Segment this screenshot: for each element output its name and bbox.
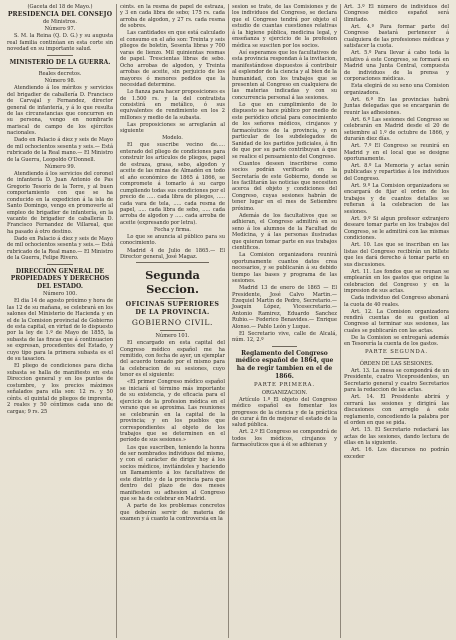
- paragraph: Art. 9.º La Comision organizadora se encargará de fijar el orden de los trabajos y de cuantos detalles se refieran á la celebracion de las sesiones.: [343, 182, 449, 215]
- paragraph: Art. 4.º Para formar parte del Congreso bastará pertenecer á cualquiera de las profesiones médicas y satisfacer la cuota.: [343, 23, 449, 50]
- paragraph: Art. 14. El Presidente abrirá y cerrará las sesiones y dirigirá las discusiones con arreglo á este reglamento, concediendo la palabra por el orden en que se pida.: [343, 394, 449, 427]
- paragraph: Art. 2.º El Congreso se compondrá de todos los médicos, cirujanos y farmacéuticos que á él se adhieran y: [231, 429, 337, 449]
- column-layout: [4, 4, 452, 638]
- offices-heading: OFICINAS SUPERIORES DE LA PROVINCIA.: [125, 301, 220, 317]
- paragraph: Art. 8.º La Memoria y actas serán publicadas y repartidas á los individuos del Congreso.: [343, 163, 449, 182]
- heading: Reglamento del Congreso médico español de 1864, que ha de regir tambien en el de 1866.: [235, 349, 334, 380]
- centered-caption: de Ministros.: [42, 19, 78, 26]
- paragraph: Art. 9.º Si algun profesor extranjero deseare tomar parte en los trabajos del Congreso, se le admitirá con las mismas condiciones.: [343, 215, 449, 242]
- paragraph: Art. 6.º Las sesiones del Congreso se celebrarán en Madrid desde el 20 de setiembre al 1.º de octubre de 1866, y durarán diez días.: [343, 116, 449, 143]
- paragraph: Atendiendo á los méritos y servicios del brigadier de caballería D. Francisco de Carvajal y Fernandez, director general de infantería, y á lo que resulta de las circunstancias que concurren en su persona, vengo en nombrarle mariscal de campo de los ejércitos nacionales.: [7, 85, 113, 137]
- paragraph: Art. 5.º Para llevar á cabo toda la relativo á este Congreso, se formará en Madrid una Junta Central, compuesta de individuos de la prensa y corporaciones médicas.: [343, 50, 449, 83]
- paragraph: Art. 3.º El número de individuos del Congreso médico español será ilimitado.: [343, 4, 449, 23]
- paragraph: Cada individuo del Congreso abonará la cuota de 40 reales.: [343, 295, 449, 308]
- paragraph: Lo que en cumplimiento de lo dispuesto se hace público por medio de este periódico oficial para conocimiento de los señores médicos, cirujanos y farmacéuticos de la provincia, y en particular de los subdelegados de Sanidad de los partidos judiciales, á fin de que por su parte contribuyan á que se realice el pensamiento del Congreso.: [231, 101, 337, 160]
- section-divider: [47, 264, 73, 265]
- office-heading: GOBIERNO CIVIL.: [131, 318, 214, 328]
- paragraph: S. M. la Reina (Q. D. G.) y su augusta real familia continúan en esta corte sin novedad en su importante salud.: [7, 33, 113, 53]
- paragraph: Madrid 4 de Julio de 1865.— El Director general, José Magaz.: [119, 247, 225, 260]
- part-heading: PARTE SEGUNDA.: [364, 349, 429, 356]
- section-divider: [384, 358, 409, 359]
- section-divider: [47, 55, 73, 56]
- paragraph: El Secretario vive, calle de Alcalá, núm. 12, 2.º: [231, 330, 337, 344]
- centered-caption: Número 98.: [44, 78, 76, 85]
- paragraph: Los que suscriben, teniendo la honra de ser nombrados individuos del mismo, y con el carácter de dirigir hoy á los socios médicos, invitándoles y haciendo un llamamiento á los facultativos de este distrito y de la provincia para que dentro del plazo de dos meses manifiesten su adhesion al Congreso que se ha de celebrar en Madrid.: [119, 444, 225, 503]
- centered-caption: Número 99.: [44, 163, 76, 170]
- part-heading: PARTE PRIMERA.: [254, 381, 315, 388]
- section-heading: Segunda Seccion.: [145, 268, 200, 297]
- section-divider: [160, 330, 185, 331]
- paragraph: Art. 6.º En las provincias habrá Juntas delegadas que se encargarán de reunir las adhesiones.: [343, 96, 449, 116]
- paragraph: Art. 11. Los fondos que se reunan se emplearán en los gastos que origine la celebracion del Congreso y en la impresion de sus actas.: [343, 268, 449, 295]
- paragraph: Art. 7.º El Congreso se reunirá en Madrid y en el local que se designe oportunamente.: [343, 143, 449, 162]
- paragraph: Art. 15. El Secretario redactará las actas de las sesiones, dando lectura de ellas en la siguiente.: [343, 427, 449, 447]
- presidency-heading: PRESIDENCIA DEL CONSEJO: [7, 11, 113, 19]
- column-4: [340, 4, 452, 638]
- paragraph: Lo fianza para hacer proposiciones es de 1.500 rs. y la del contratista consistirá en metálico, ó sus equivalentes de rendimiento en los 2 millones y medio de la subasta.: [119, 89, 225, 121]
- paragraph: El que suscribe vecino de..... enterado del pliego de condiciones para construir los artículos de pliegos, papel de estraza, grasa, sebo, algodon y aceite de las minas de Almadén en todo el año económico de 1865 á 1866, se compromete á tomarlo á su cargo cumpliendo todas sus condiciones por el precio de ..... cada libra de pliegos, ..... cada vara de tela, ..... cada resma de papel, ..... cada libra de sebo, ..... cada arroba de algodon y ..... cada arroba de aceite (expresando por letra).: [119, 142, 225, 226]
- paragraph: Artículo 1.º El objeto del Congreso médico español es fomentar los progresos de la ciencia y de la práctica de curar á fin de mejorar el estado de la salud pública.: [231, 396, 337, 429]
- centered-caption: Reales decretos.: [38, 71, 82, 78]
- heading: MINISTERIO DE LA GUERRA.: [9, 58, 111, 66]
- column-3: [228, 4, 340, 638]
- paragraph: cénts. en la resma de papel de estraza, y 3 en cada libra de sebo; 175 rs. cada arroba de algodon, y 27 rs. cada resma de sobres.: [119, 4, 225, 30]
- centered-caption: (Gaceta del 18 de Mayo.): [27, 4, 93, 10]
- centered-caption: Número 100.: [42, 291, 78, 298]
- paragraph: La Comision organizadora reunirá oportunamente cuantos datos crea necesarios, y se publicarán á su debido tiempo las bases y programa de las sesiones.: [231, 252, 337, 284]
- centered-caption: Número 101.: [155, 333, 190, 340]
- centered-caption: ÓRDEN DE LAS SESIONES.: [359, 360, 434, 367]
- section-divider: [47, 68, 73, 69]
- section-divider: [160, 298, 185, 299]
- section-divider: [272, 346, 297, 347]
- centered-caption: Fecha y firma.: [154, 226, 191, 233]
- paragraph: Las proposiciones se arreglarán al siguiente: [119, 121, 225, 135]
- paragraph: Atendiendo á los servicios del coronel de infantería D. Juan Antonio de Pas Gregorio Tesorío de la Torre, y al buen comportamiento con que se ha conducido en la expedicion á la isla de Santo Domingo, vengo en promoverle al empleo de brigadier de infantería, en la vacante de brigadier de caballería D. Francisco Fernandez de Villareal, que ha pasado á otro destino.: [7, 170, 113, 235]
- paragraph: Madrid 13 de enero de 1865 — El Presidente, José Calvo Martin.— Ezequiel Martin de Pedro, Secretario.— Joaquín López, Vicesecretario.— Antonio Ramirez, Eduardo Sanchez Rubio.— Federico Benavides.— Enrique Alonso.— Pablo León y Luque.: [231, 285, 337, 330]
- paragraph: Dado en Palacio á diez y seis de Mayo de mil ochocientos sesenta y seis.— Está rubricado de la Real mano.— El Ministro de la Guerra, Felipe Rivero.: [7, 235, 113, 262]
- paragraph: Esta elegirá de su seno una Comision organizadora.: [343, 83, 449, 96]
- paragraph: sesion se trate, de las Comisiones y de los individuos del Congreso, se declara que el Congreso tendrá por objeto el estudio de cuantas cuestiones relativas á la higiene pública, medicina legal, y enseñanza y ejercicio de la profesion médica se susciten por los socios.: [231, 4, 337, 49]
- paragraph: Cuantos deseen inscribirse como socios podrán verificarlo en la Secretaría de este Gobierno, donde se les facilitarán las noticias que necesiten acerca del objeto y condiciones del Congreso, cuyas sesiones habrán de tener lugar en el mes de Setiembre próximo.: [231, 160, 337, 212]
- paragraph: Lo que se anuncia al público para su conocimiento.: [119, 234, 225, 247]
- paragraph: El pliego de condiciones para dicha subasta se halla de manifiesto en esta Direccion general y en los puntos de costumbre, y los precios máximos señalados para ella son: 12 rs. y 50 cénts. el quintal de pliegos de imprenta, 2 reales y 50 céntimos cada uno de cargas; 9 rs. 25: [7, 363, 113, 415]
- centered-caption: Modelo.: [162, 135, 183, 142]
- heading: DIRECCION GENERAL DE PROPIEDADES Y DERECHOS DEL ESTADO.: [10, 267, 110, 290]
- paragraph: Las cantidades en que está calculado el consumo en el año son: Treinta y seis pliegos de boletin, Sesenta libras y 700 varas de lienzo. Mil quinientas resmas de papel. Trescientas libras de sebo. Ocho arrobas de algodon, y Treinta arrobas de aceite, sin perjuicio de los mayores ó menores pedidos que la necesidad determine.: [119, 30, 225, 89]
- paragraph: Dado en Palacio á diez y seis de Mayo de mil ochocientos sesenta y seis.— Está rubricado de la Real mano.— El Ministro de la Guerra, Leopoldo O'Donnell.: [7, 137, 113, 163]
- paragraph: Art. 10. Los que se inscriban en las listas del Congreso recibirán un billete que les dará derecho á tomar parte en sus discusiones.: [343, 242, 449, 268]
- paragraph: «El primer Congreso médico español se iniciará el término más importante de su existencia, y de eficacia para el ejercicio de la profesion médica en el verano que se aproxima. Las reuniones se celebrarán en la capital de la provincia; y en los pueblos que correspondientes al objeto de los trabajos que se determinen en el período de sus sesiones.»: [119, 379, 225, 444]
- paragraph: A parte de los problemas concretos que deberán servir de materia de examen y á cuanto la controversia en la: [119, 503, 225, 523]
- paragraph: Art. 13. La mesa se compondrá de un Presidente, cuatro Vicepresidentes, un Secretario general y cuatro Secretarios para la redaccion de las actas.: [343, 367, 449, 394]
- paragraph: De la Comision se entregará además en Tesorería la cuenta de los gastos.: [343, 334, 449, 348]
- paragraph: El dia 14 de agosto próximo y hora de las 12 de su mañana, se celebrará en los salones del Ministerio de Hacienda y en el de la Comision provincial de Gobierno de esta capital, en virtud de lo dispuesto por la ley de 1.º de Mayo de 1855, la subasta de las fincas que á continuacion se expresan, procedentes del Estado, y cuyo tipo para la primera subasta es el de su tasacion.: [7, 298, 113, 363]
- centered-caption: ORGANIZACION.: [261, 389, 308, 396]
- section-divider: [136, 262, 209, 263]
- paragraph: Art. 12. La Comision organizadora rendirá cuentas de su gestion al Congreso al terminar sus sesiones, las cuales se publicarán con las actas.: [343, 308, 449, 334]
- paragraph: Así esperamos que los facultativos de esta provincia respondan á la invitacion, manifestándose dispuestos á contribuir al esplendor de la ciencia y al bien de la humanidad, con los trabajos que se presenten al Congreso en cualquiera de las materias indicadas y con su concurrencia personal á las sesiones.: [231, 49, 337, 101]
- paragraph: El encargado en esta capital del Congreso médico español me ha remitido, con fecha de ayer, un ejemplar del acuerdo tomado por el mismo para la celebracion de su sesiones, cuyo tenor es el siguiente:: [119, 340, 225, 379]
- paragraph: Además de los facultativos que se adhieran, el Congreso admitirá en su seno á los alumnos de la Facultad de Medicina, y á las personas ilustradas que quieran tomar parte en sus trabajos científicos.: [231, 212, 337, 252]
- column-1: [4, 4, 116, 638]
- column-2: [116, 4, 228, 638]
- paragraph: Art. 16. Los discursos no podrán exceder: [343, 447, 449, 460]
- centered-caption: Número 97.: [44, 26, 76, 33]
